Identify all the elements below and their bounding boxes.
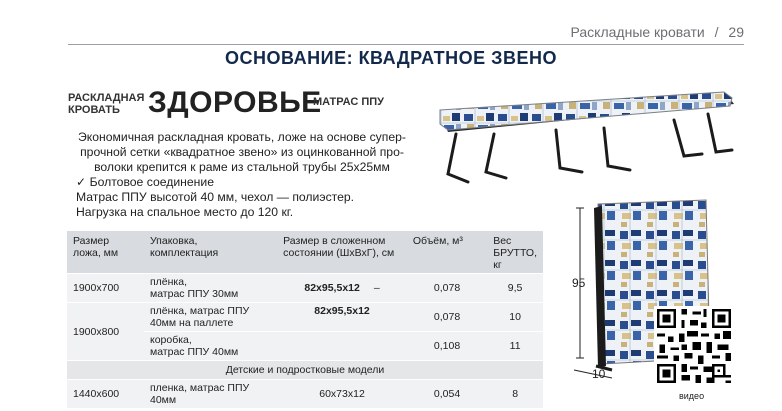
model-name: ЗДОРОВЬЕ	[148, 86, 322, 119]
cell-volume: 0,054	[407, 380, 487, 409]
cell-volume: 0,078	[407, 274, 487, 303]
header-volume: Объём, м³	[407, 231, 487, 274]
cell-folded: 82х95,5х12	[277, 303, 407, 332]
cell-size: 1900х800	[67, 303, 144, 361]
cell-pack: плёнка, матрас ППУ 30мм	[144, 274, 277, 303]
cell-volume: 0,108	[407, 332, 487, 361]
bed-unfolded-image	[428, 90, 746, 202]
cell-weight: 10	[487, 303, 543, 332]
cell-weight: 11	[487, 332, 543, 361]
page-number: 29	[728, 24, 744, 40]
cell-folded: 82х95,5х12 –	[277, 274, 407, 303]
description-centered	[58, 130, 426, 174]
kids-subheader: Детские и подростковые модели	[67, 361, 543, 380]
header-folded: Размер в сложенном состоянии (ШхВхГ), см	[277, 231, 407, 274]
table-subheader-row	[67, 361, 543, 380]
product-line-upper: РАСКЛАДНАЯ	[68, 92, 145, 104]
table-header-row	[67, 231, 543, 274]
header-rule	[68, 44, 744, 45]
table-row	[67, 380, 543, 409]
page-header	[571, 24, 744, 40]
description-line: прочной сетки «квадратное звено» из оцинкованной про-	[80, 144, 404, 159]
description-line: Экономичная раскладная кровать, ложе на основе супер-	[78, 130, 406, 144]
description-line: волоки крепится к раме из стальной трубы 25х25мм	[94, 159, 390, 174]
section-title: ОСНОВАНИЕ: КВАДРАТНОЕ ЗВЕНО	[225, 48, 557, 68]
header-pack: Упаковка, комплектация	[144, 231, 277, 274]
cell-pack: пленка, матрас ППУ 40мм	[144, 380, 277, 409]
header-size: Размер ложа, мм	[67, 231, 144, 274]
description-left	[76, 175, 354, 220]
cell-folded	[277, 332, 407, 361]
product-line-lower: КРОВАТЬ	[68, 104, 120, 116]
video-label: видео	[679, 391, 705, 401]
header-section: Раскладные кровати	[570, 24, 705, 40]
cell-volume: 0,078	[407, 303, 487, 332]
feature-bolt: ✓ Болтовое соединение	[76, 175, 214, 189]
header-separator: /	[714, 24, 719, 40]
cell-folded: 60х73х12	[277, 380, 407, 409]
mattress-label: МАТРАС ППУ	[313, 96, 384, 108]
cell-size: 1900х700	[67, 274, 144, 303]
cell-pack: коробка, матрас ППУ 40мм	[144, 332, 277, 361]
cell-weight: 8	[487, 380, 543, 409]
depth-label: 10	[592, 367, 606, 381]
spec-table	[67, 231, 543, 408]
header-weight: Вес БРУТТО, кг	[487, 231, 543, 274]
cell-weight: 9,5	[487, 274, 543, 303]
table-row	[67, 274, 543, 303]
feature-load: Нагрузка на спальное место до 120 кг.	[76, 205, 294, 219]
feature-mattress: Матрас ППУ высотой 40 мм, чехол — полиэстер.	[76, 190, 355, 204]
height-label: 95	[572, 276, 586, 290]
cell-size: 1440х600	[67, 380, 144, 409]
qr-code-icon[interactable]	[654, 306, 734, 386]
cell-pack: плёнка, матрас ППУ 40мм на паллете	[144, 303, 277, 332]
table-row	[67, 303, 543, 332]
